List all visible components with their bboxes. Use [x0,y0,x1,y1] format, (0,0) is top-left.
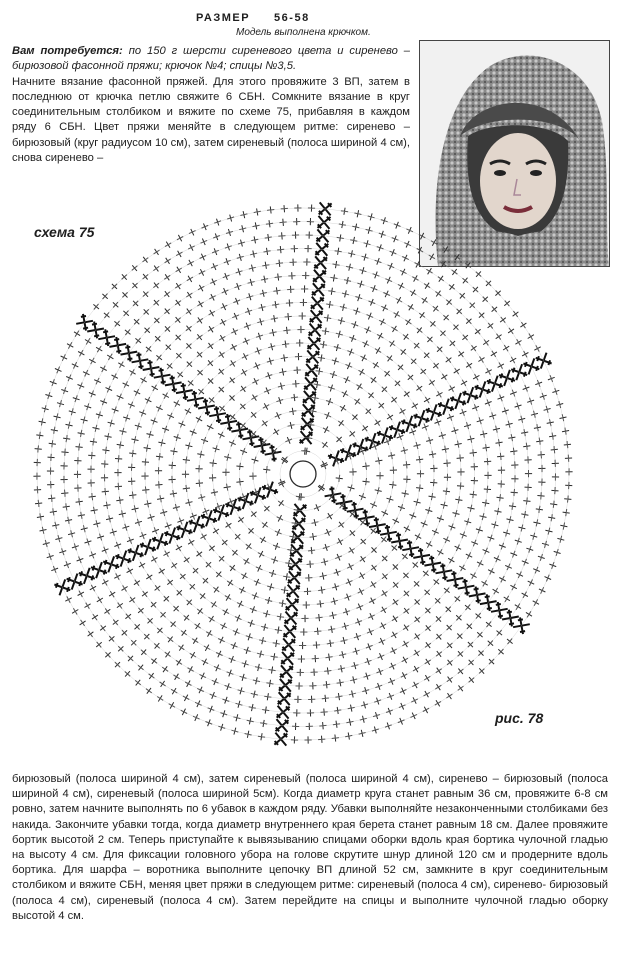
main-instructions [12,772,608,924]
row-guide [267,438,340,511]
row-guide [199,370,407,578]
row-guide [105,276,502,673]
instructions-intro: Начните вязание фасонной пряжей. Для этого провяжите 3 ВП, затем в последнюю от крючка петлю свяжите 6 СБН. Сомкните вязание в круг соединительным столбиком и вяжите по схеме 75, прибавляя в каждом ряду 6 СБН. Цвет пряжи меняйте в следующем ритме: сиренево – бирюзовый (круг радиусом 10 см), затем сиреневый (полоса шириной 4 см), снова сиренево – [12,75,410,165]
row-guide [186,357,421,592]
instructions-main: бирюзовый (полоса шириной 4 см), затем сиреневый (полоса шириной 4 см), сиренево – бирюзовый (полоса шириной 4 см), сиреневый (полоса шириной 5см). Когда диаметр круга станет равным 36 см, провяжите 6-8 см ровно, затем начните выполнять по 6 убавок в каждом ряду. Убавки выполняйте незаконченными столбиками без накида. Закончите убавки тогда, когда диаметр внутреннего края берета станет равным 18 см. Далее провяжите бортик высотой 2 см. Теперь приступайте к вывязыванию спицами оборки вдоль края бортика чулочной гладью на высоту 4 см. Для фиксации головного убора на голове скрутите шнур длиной 120 см и продерните вдоль бортика. Для шарфа – воротника выполните цепочку ВП длиной 52 см, замкните в круг соединительным столбиком и вяжите СБН, меняя цвет пряжи в следующем ритме: сиреневый (полоса 4 см), сиренево- бирюзовый (полоса 4 см), сиреневый (полоса 4 см). Затем перейдите на спицы и выполните чулочной гладью оборку высотой 4 см. [12,773,608,922]
materials-text: по 150 г шерсти сиреневого цвета и сиренево – бирюзовой фасонной пряжи; крючок №4; спицы №3,5. [12,45,411,73]
row-guide [51,222,556,727]
row-guide [37,208,569,740]
row-guide [159,330,448,619]
row-guide [145,316,461,632]
figure-caption: рис. 78 [495,710,544,726]
row-guide [91,262,515,686]
start-ring [290,461,316,487]
size-value: 56-58 [274,12,310,24]
scheme-caption: схема 75 [34,224,95,240]
page-subtitle: Модель выполнена крючком. [236,27,371,38]
materials-label: Вам потребуется: [12,45,123,57]
row-guide [118,289,488,659]
size-label: РАЗМЕР [196,12,251,24]
